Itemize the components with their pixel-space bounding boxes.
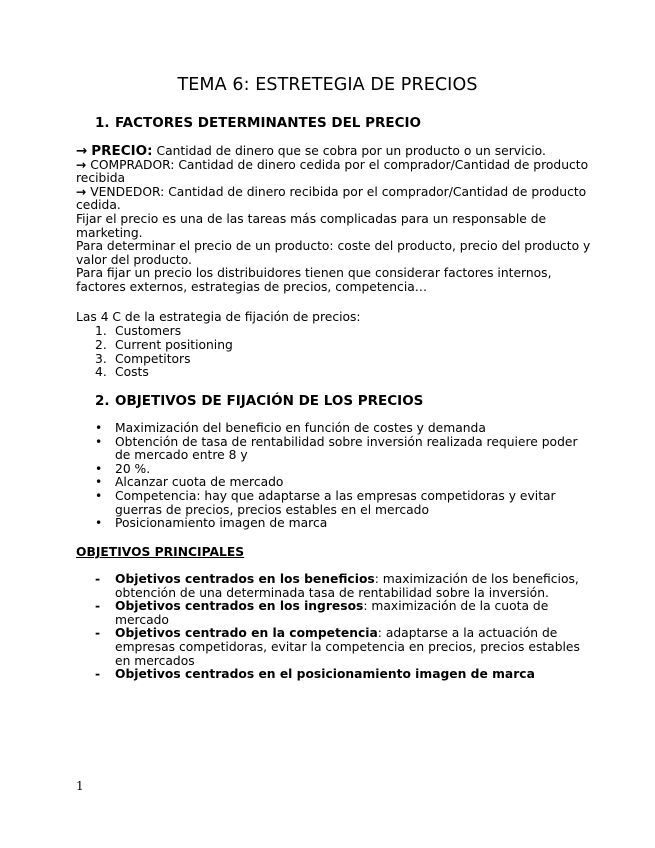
- dash-icon: -: [95, 626, 101, 641]
- section1-body: [76, 145, 596, 295]
- list-item: 4. Costs: [95, 365, 149, 380]
- precio-definition: [76, 145, 596, 159]
- section1-heading-text: FACTORES DETERMINANTES DEL PRECIO: [115, 115, 422, 131]
- comprador-definition: [76, 159, 596, 186]
- list-item: 1. Customers: [95, 324, 182, 338]
- bullet-icon: •: [95, 461, 103, 476]
- arrow-icon: →: [76, 157, 87, 172]
- list-item: • Obtención de tasa de rentabilidad sobre inversión realizada requiere poder de mercado entre 8 y: [95, 434, 578, 463]
- list-item: - Objetivos centrados en los ingresos: maximización de la cuota de mercado: [95, 599, 549, 627]
- page-title: TEMA 6: ESTRETEGIA DE PRECIOS: [177, 75, 478, 95]
- paragraph-3: Para fijar un precio los distribuidores tienen que considerar factores internos, factores externos, estrategias de precios, competencia…: [76, 266, 552, 294]
- principales-list: [95, 573, 595, 682]
- comprador-text: COMPRADOR: Cantidad de dinero cedida por el comprador/Cantidad de producto recibida: [76, 157, 589, 186]
- list-item: • Posicionamiento imagen de marca: [95, 516, 328, 531]
- section2-heading-text: OBJETIVOS DE FIJACIÓN DE LOS PRECIOS: [115, 393, 424, 409]
- dash-icon: -: [95, 572, 101, 586]
- precio-label: PRECIO:: [91, 143, 153, 159]
- dash-icon: -: [95, 599, 101, 614]
- vendedor-definition: [76, 186, 596, 213]
- page-number: 1: [76, 779, 84, 793]
- list-item: • Alcanzar cuota de mercado: [95, 475, 284, 490]
- dash-icon: -: [95, 667, 101, 682]
- list-item: - Objetivos centrados en el posicionamiento imagen de marca: [95, 667, 535, 682]
- list-item: - Objetivos centrado en la competencia: adaptarse a la actuación de empresas competidoras, evitar la competencia en precios, precios estables en mercados: [95, 626, 580, 668]
- vendedor-text: VENDEDOR: Cantidad de dinero recibida por el comprador/Cantidad de producto cedida.: [76, 184, 587, 213]
- bullet-icon: •: [95, 488, 103, 503]
- bullet-icon: •: [95, 475, 103, 490]
- section1-heading: [95, 115, 421, 131]
- paragraph-1: Fijar el precio es una de las tareas más complicadas para un responsable de marketing.: [76, 211, 547, 240]
- list-item: 3. Competitors: [95, 351, 191, 366]
- section1-number: 1.: [95, 115, 110, 131]
- list-item: • 20 %.: [95, 461, 151, 476]
- arrow-icon: →: [76, 184, 87, 199]
- principales-heading: OBJETIVOS PRINCIPALES: [76, 545, 245, 559]
- precio-text: Cantidad de dinero que se cobra por un producto o un servicio.: [156, 144, 546, 158]
- list-item: • Maximización del beneficio en función de costes y demanda: [95, 421, 486, 435]
- bullet-icon: •: [95, 421, 103, 435]
- section2-number: 2.: [95, 393, 110, 409]
- bullet-icon: •: [95, 434, 103, 449]
- paragraph-2: Para determinar el precio de un producto: coste del producto, precio del producto y valor del producto.: [76, 239, 591, 267]
- bullet-icon: •: [95, 516, 103, 531]
- four-c-list: [95, 325, 233, 380]
- arrow-icon: →: [76, 143, 88, 159]
- objectives-bullet-list: [95, 422, 595, 531]
- list-item: • Competencia: hay que adaptarse a las empresas competidoras y evitar guerras de precios, precios estables en el mercado: [95, 488, 556, 517]
- list-item: 2. Current positioning: [95, 337, 233, 352]
- section2-heading: [95, 393, 423, 409]
- four-c-intro: Las 4 C de la estrategia de fijación de precios:: [76, 310, 361, 324]
- list-item: - Objetivos centrados en los beneficios: maximización de los beneficios, obtención de una determinada tasa de rentabilidad sobre la inversión.: [95, 572, 579, 600]
